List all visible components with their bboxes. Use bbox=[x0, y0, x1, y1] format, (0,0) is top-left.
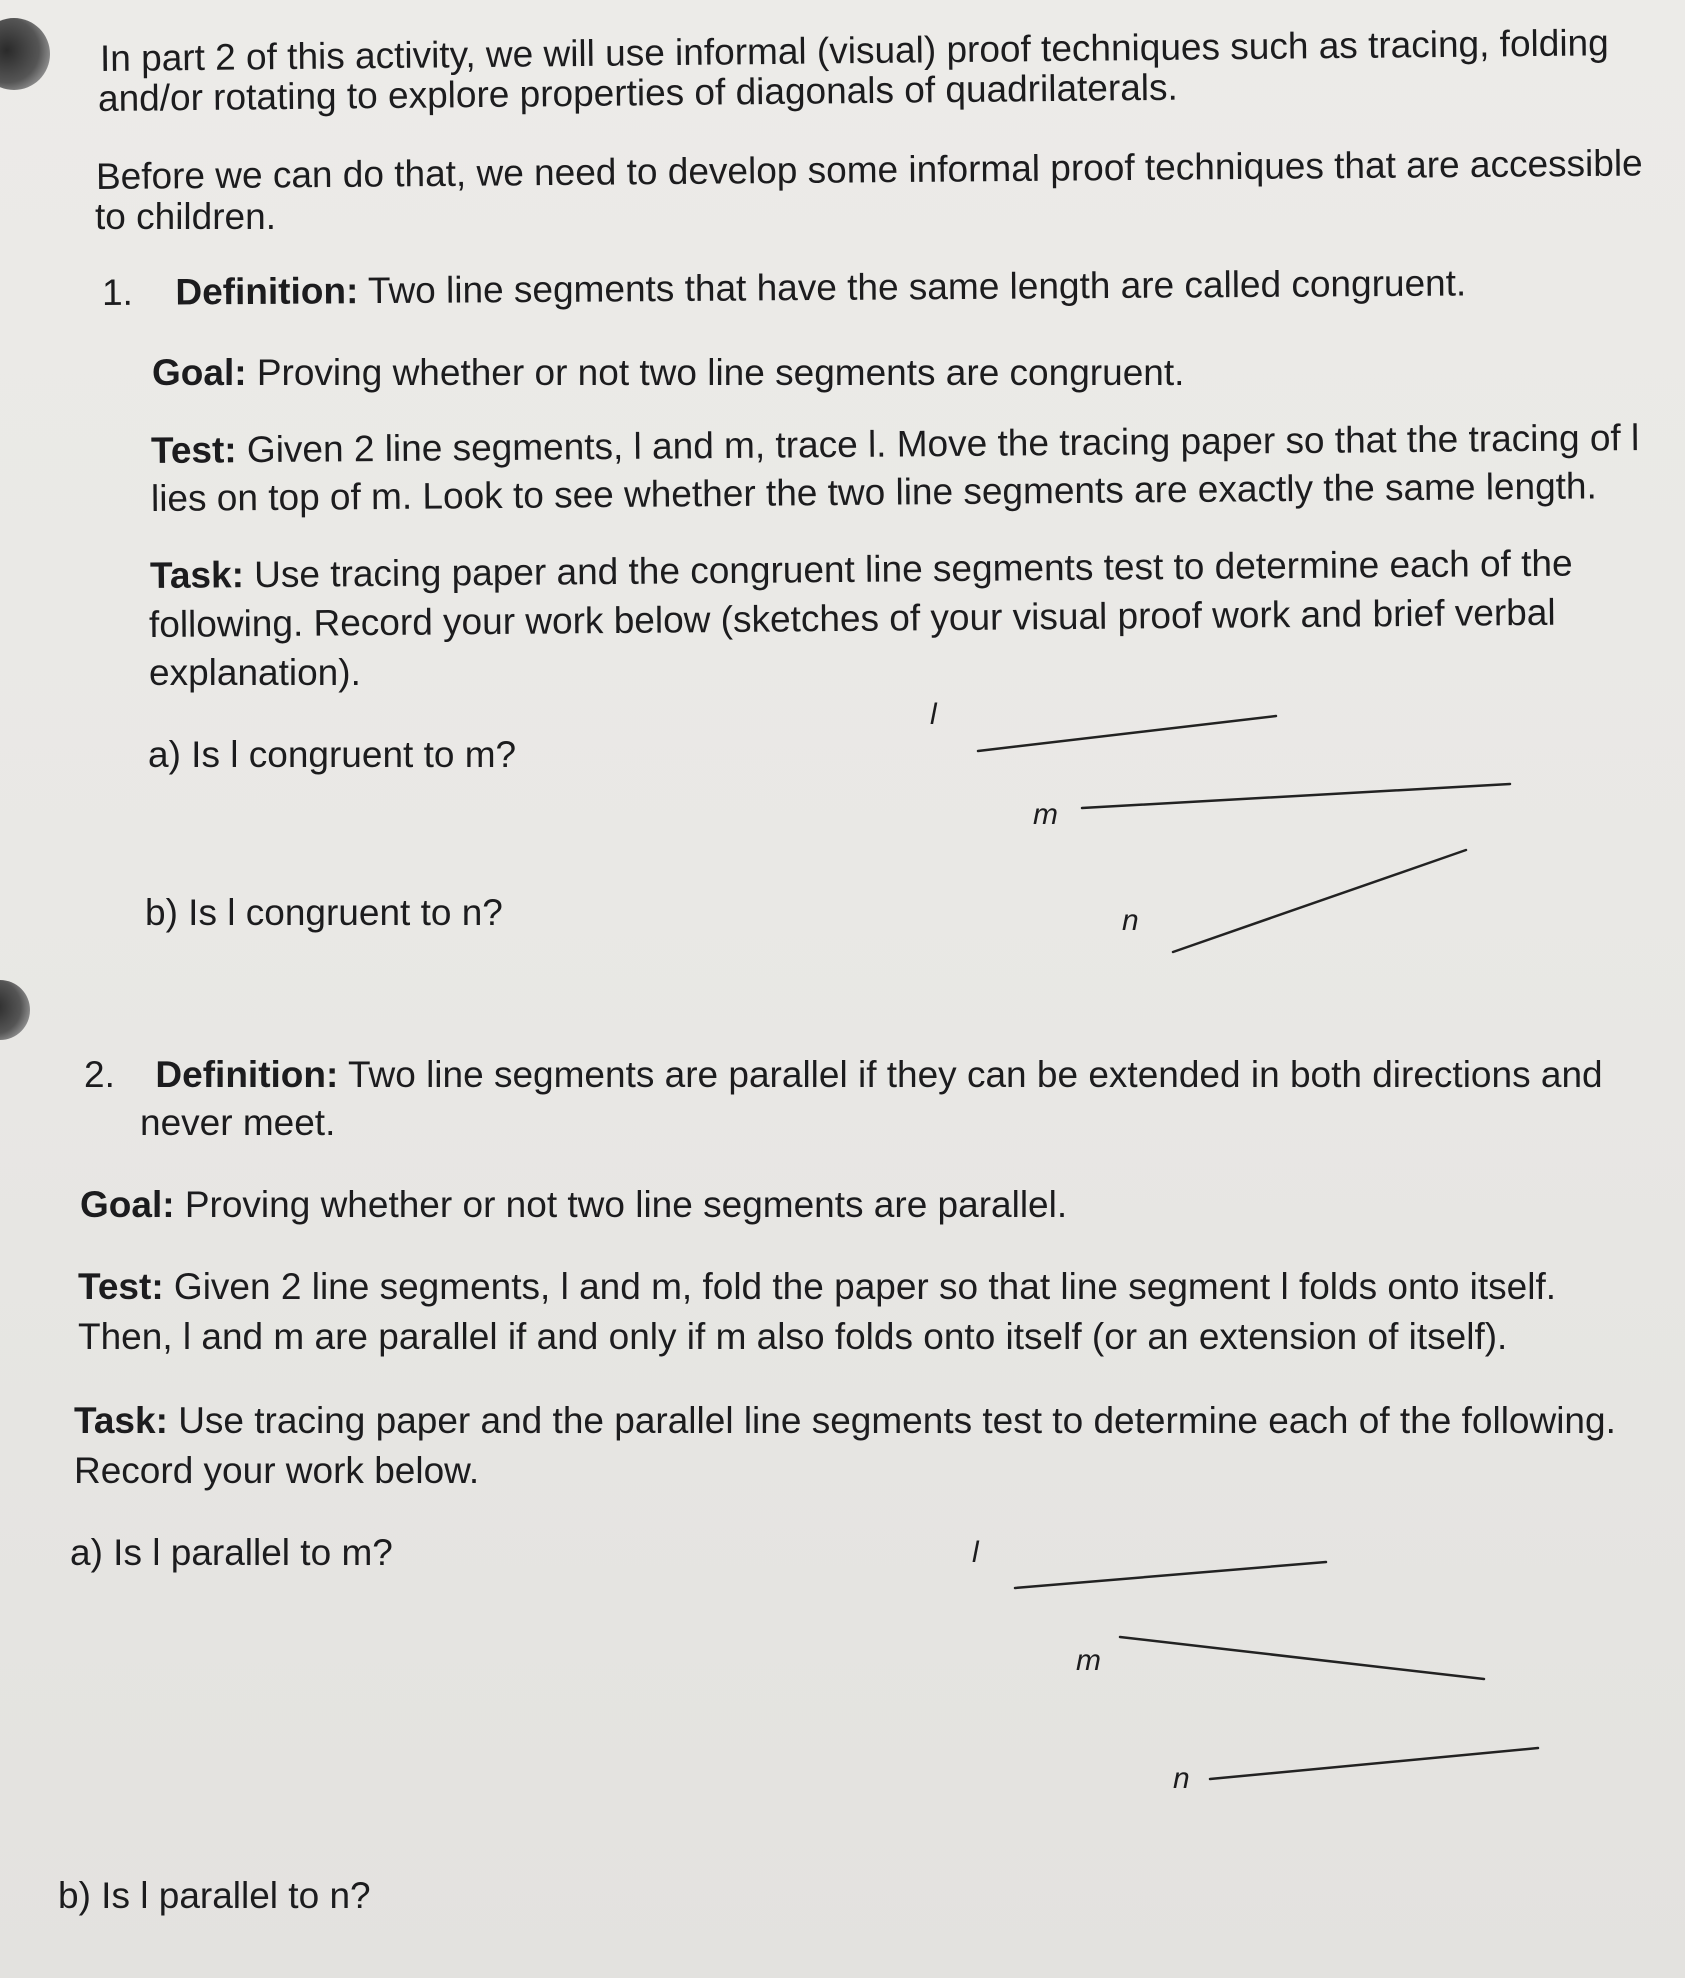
section2-test-line-1 bbox=[78, 1264, 1556, 1310]
section2-task-line-1 bbox=[74, 1398, 1616, 1444]
section1-question-b: b) Is l congruent to n? bbox=[145, 892, 503, 933]
section2-segment-m-label: m bbox=[1076, 1644, 1101, 1677]
section1-definition-label: Definition: bbox=[175, 270, 359, 313]
section1-task-line-1 bbox=[150, 541, 1573, 599]
section1-definition-text: Two line segments that have the same length are called congruent. bbox=[358, 262, 1467, 312]
intro-line-4: to children. bbox=[95, 196, 276, 237]
section1-test-text: Given 2 line segments, l and m, trace l. Move the tracing paper so that the tracing of l bbox=[236, 417, 1640, 471]
section2-segment-n bbox=[1210, 1748, 1538, 1779]
section1-segment-l-label: l bbox=[930, 698, 937, 731]
section1-goal-text: Proving whether or not two line segments are congruent. bbox=[246, 352, 1185, 393]
section2-task-label: Task: bbox=[74, 1400, 168, 1441]
section2-number: 2. bbox=[84, 1054, 115, 1095]
section2-question-a: a) Is l parallel to m? bbox=[70, 1532, 393, 1573]
section2-definition-label: Definition: bbox=[155, 1054, 339, 1095]
section2-segment-n-label: n bbox=[1173, 1762, 1190, 1795]
section1-question-a: a) Is l congruent to m? bbox=[148, 734, 517, 775]
section2-goal-label: Goal: bbox=[80, 1184, 175, 1225]
section1-task-line-2: following. Record your work below (sketches of your visual proof work and brief verbal bbox=[148, 591, 1556, 645]
section2-task-line-2: Record your work below. bbox=[74, 1450, 480, 1491]
intro-line-2: and/or rotating to explore properties of diagonals of quadrilaterals. bbox=[97, 66, 1178, 119]
section1-segment-m bbox=[1082, 784, 1510, 808]
section2-task-text: Use tracing paper and the parallel line segments test to determine each of the following. bbox=[167, 1400, 1616, 1441]
section2-definition-line-2: never meet. bbox=[140, 1102, 336, 1143]
section1-goal bbox=[152, 350, 1184, 396]
section1-task-text: Use tracing paper and the congruent line segments test to determine each of the bbox=[243, 542, 1573, 596]
section1-segment-m-label: m bbox=[1033, 798, 1058, 831]
section1-test-label: Test: bbox=[150, 429, 237, 471]
section2-definition-text: Two line segments are parallel if they can be extended in both directions and bbox=[338, 1054, 1603, 1095]
binder-hole-top bbox=[0, 18, 50, 90]
section2-definition-line-1 bbox=[84, 1052, 1603, 1098]
section2-question-b: b) Is l parallel to n? bbox=[58, 1875, 371, 1916]
section2-test-line-2: Then, l and m are parallel if and only if m also folds onto itself (or an extension of itself). bbox=[78, 1316, 1508, 1357]
section2-test-text: Given 2 line segments, l and m, fold the paper so that line segment l folds onto itself. bbox=[163, 1266, 1557, 1307]
section1-task-label: Task: bbox=[149, 554, 245, 596]
section1-task-line-3: explanation). bbox=[149, 652, 361, 693]
section2-goal bbox=[80, 1182, 1067, 1228]
section1-segment-n bbox=[1173, 850, 1466, 952]
section2-goal-text: Proving whether or not two line segments are parallel. bbox=[174, 1184, 1068, 1225]
section1-goal-label: Goal: bbox=[152, 352, 247, 393]
binder-hole-middle bbox=[0, 980, 30, 1040]
section2-segment-l-label: l bbox=[972, 1536, 979, 1569]
intro-line-1: In part 2 of this activity, we will use informal (visual) proof techniques such as tracing, folding bbox=[99, 22, 1609, 79]
section1-definition bbox=[102, 260, 1467, 316]
section1-segment-l bbox=[978, 716, 1276, 751]
section2-test-label: Test: bbox=[78, 1266, 164, 1307]
section2-segment-m bbox=[1120, 1637, 1484, 1679]
section1-segment-n-label: n bbox=[1122, 904, 1139, 937]
section1-number: 1. bbox=[101, 271, 133, 313]
section1-test-line-2: lies on top of m. Look to see whether the two line segments are exactly the same length. bbox=[150, 465, 1597, 519]
intro-line-3: Before we can do that, we need to develop some informal proof techniques that are accessible bbox=[95, 142, 1643, 197]
section2-segment-l bbox=[1015, 1562, 1326, 1588]
